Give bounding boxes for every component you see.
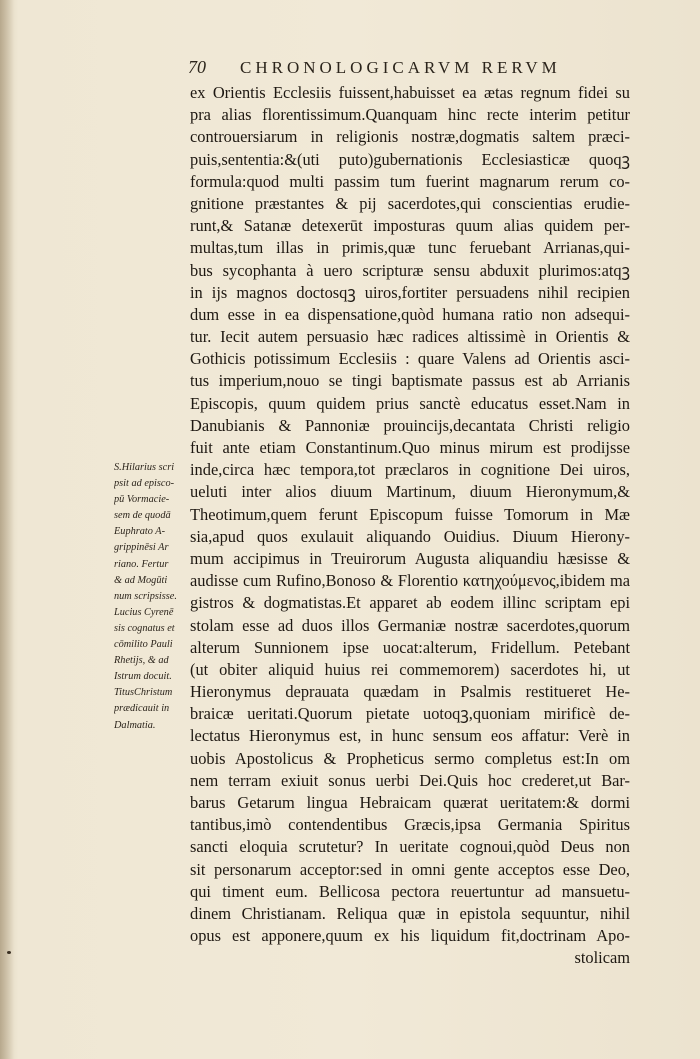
- text-line: tus imperium,nouo se tingi baptismate passus est ab Arrianis: [190, 371, 630, 391]
- text-line: (ut obiter aliquid huius rei commemorem) sacerdotes hi, ut: [190, 659, 630, 679]
- text-line: dinem Christianam. Reliqua quæ in epistola sequuntur, nihil: [190, 903, 630, 923]
- text-line: runt,& Satanæ detexerūt imposturas quum alias quidem per-: [190, 216, 630, 236]
- margin-line: riano. Fertur: [114, 558, 169, 570]
- text-line: gnitione præstantes & pij sacerdotes,qui conscientias erudie-: [190, 193, 630, 213]
- text-line: alterum Sunnionem ipse uocat:alterum, Fridellum. Petebant: [190, 637, 630, 657]
- page-number: 70: [188, 57, 206, 77]
- margin-line: psit ad episco-: [114, 478, 175, 490]
- binding-shadow: [0, 0, 14, 1059]
- text-line: Theotimum,quem ferunt Episcopum fuisse Tomorum in Mæ: [190, 504, 630, 524]
- text-line: opus est apponere,quum ex his liquidum fit,doctrinam Apo-: [190, 926, 630, 946]
- text-line: pra alias florentissimum.Quanquam hinc recte interim petitur: [190, 105, 630, 125]
- text-line: sit personarum acceptor:sed in omni gente acceptos esse Deo,: [190, 859, 630, 879]
- text-line: in ijs magnos doctosqꝫ uiros,fortiter persuadens nihil recipien: [190, 282, 630, 302]
- marginal-note: [114, 460, 186, 734]
- margin-line: sem de quodā: [114, 510, 171, 522]
- margin-line: Euphrato A-: [114, 526, 166, 538]
- text-line: audisse cum Rufino,Bonoso & Florentio κατηχούμενος,ibidem ma: [190, 571, 630, 591]
- text-line: Gothicis potissimum Ecclesiis : quare Valens ad Orientis asci-: [190, 349, 630, 369]
- running-title: CHRONOLOGICARVM RERVM: [240, 58, 561, 77]
- text-line: braicæ ueritati.Quorum pietate uotoqꝫ,quoniam mirificè de-: [190, 704, 630, 724]
- text-line: multas,tum illas in primis,quæ tunc feruebant Arrianas,qui-: [190, 238, 630, 258]
- margin-line: Istrum docuit.: [114, 671, 172, 683]
- text-line: gistros & dogmatistas.Et apparet ab eodem illinc scriptam epi: [190, 593, 630, 613]
- margin-line: & ad Mogūti: [114, 574, 168, 586]
- margin-line: prædicauit in: [114, 703, 170, 715]
- text-line: lectatus Hieronymus est, in hunc sensum eos affatur: Verè in: [190, 726, 630, 746]
- margin-line: TitusChristum: [114, 687, 173, 699]
- text-line: bus sycophanta à uero scripturæ sensu abduxit plurimos:atqꝫ: [190, 260, 630, 280]
- text-line: inde,circa hæc tempora,tot præclaros in cognitione Dei uiros,: [190, 460, 630, 480]
- text-line: fuit ante etiam Constantinum.Quo minus mirum est prodijsse: [190, 438, 630, 457]
- text-line: tur. Iecit autem persuasio hæc radices altissimè in Orientis &: [190, 327, 630, 347]
- text-line: formula:quod multi passim tum fuerint magnarum rerum co-: [190, 171, 630, 191]
- text-line: stolam esse ad duos illos Germaniæ nostræ sacerdotes,quorum: [190, 615, 630, 635]
- text-line: tantibus,imò contendentibus Græcis,ipsa Germania Spiritus: [190, 815, 630, 835]
- text-line: mum accipimus in Treuirorum Augusta aliquandiu hæsisse &: [190, 548, 630, 568]
- margin-line: grippinēsi Ar: [114, 542, 169, 554]
- main-text-block: [190, 82, 630, 970]
- margin-line: Dalmatia.: [114, 719, 156, 731]
- catchword: stolicam: [574, 948, 630, 968]
- margin-line: pū Vormacie-: [114, 494, 170, 506]
- margin-line: Rhetijs, & ad: [114, 655, 169, 667]
- text-line: puis,sententia:&(uti puto)gubernationis Ecclesiasticæ quoqꝫ: [190, 149, 630, 169]
- text-line: dum esse in ea dispensatione,quòd humana ratio non adsequi-: [190, 304, 630, 324]
- text-line: Danubianis & Pannoniæ prouincijs,decantata Christi religio: [190, 415, 630, 435]
- text-line: nem terram exiuit sonus uerbi Dei.Quis hoc crederet,ut Bar-: [190, 770, 630, 790]
- text-line: sancti eloquia scrutetur? In ueritate cognoui,quòd Deus non: [190, 837, 630, 857]
- margin-line: num scripsisse.: [114, 590, 177, 602]
- text-line: qui timent eum. Bellicosa pectora reuertuntur ad mansuetu-: [190, 881, 630, 901]
- text-line: barus Getarum lingua Hebraicam quærat ueritatem:& dormi: [190, 793, 630, 812]
- margin-line: cōmilito Pauli: [114, 639, 173, 651]
- margin-line: Lucius Cyrenē: [114, 606, 174, 618]
- text-line: uobis Apostolicus & Propheticus sermo completus est:In om: [190, 748, 630, 768]
- text-line: controuersiarum in religionis nostræ,dogmatis saltem præci-: [190, 127, 630, 147]
- text-line: sia,apud quos exulauit aliquando Ouidius. Diuum Hierony-: [190, 526, 630, 546]
- text-line: ueluti inter alios diuum Martinum, diuum Hieronymum,&: [190, 482, 630, 502]
- margin-line: sis cognatus et: [114, 622, 175, 634]
- text-line: Hieronymus deprauata quædam in Psalmis restitueret He-: [190, 682, 630, 702]
- text-line: ex Orientis Ecclesiis fuissent,habuisset ea ætas regnum fidei su: [190, 83, 630, 102]
- margin-line: S.Hilarius scri: [114, 462, 175, 473]
- ink-speck: [7, 951, 11, 954]
- text-line: Episcopis, quum quidem prius sanctè educatus esset.Nam in: [190, 393, 630, 413]
